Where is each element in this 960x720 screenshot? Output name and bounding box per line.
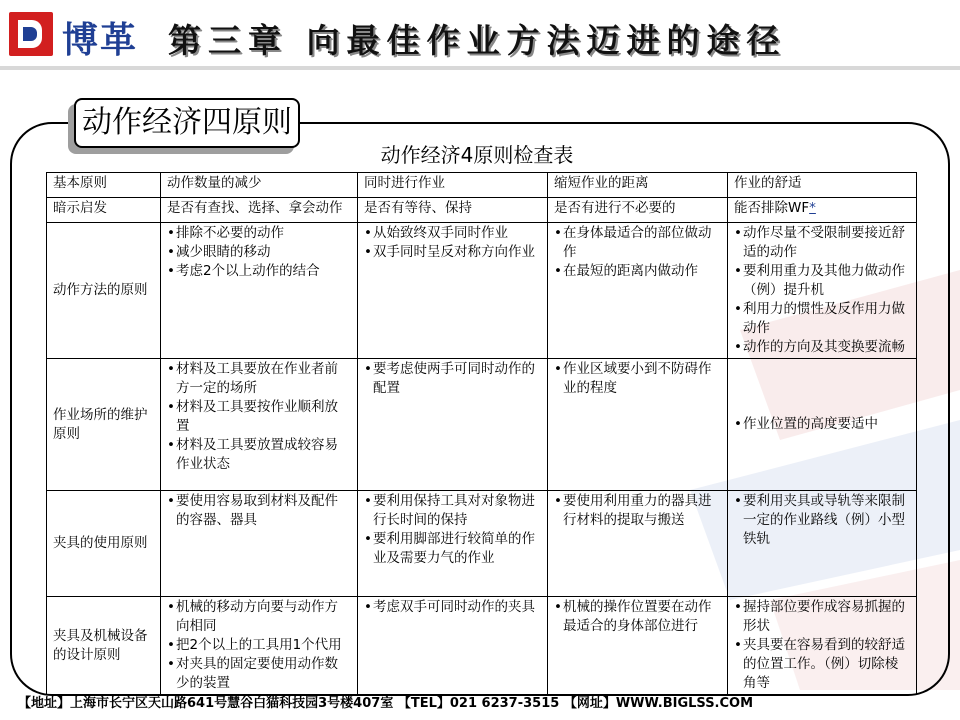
table-cell: 能否排除WF* <box>728 198 917 223</box>
column-header: 作业的舒适 <box>728 173 917 198</box>
list-item: • 动作的方向及其变换要流畅 <box>734 338 910 357</box>
list-item: • 考虑双手可同时动作的夹具 <box>364 598 541 617</box>
table-cell <box>161 223 358 359</box>
row-header: 暗示启发 <box>47 198 161 223</box>
list-item: • 材料及工具要按作业顺利放置 <box>167 398 351 436</box>
list-item: • 要利用重力及其他力做动作（例）提升机 <box>734 262 910 300</box>
table-cell <box>548 223 728 359</box>
list-item: • 双手同时呈反对称方向作业 <box>364 243 541 262</box>
chapter-title: 第三章 向最佳作业方法迈进的途径 <box>168 21 787 60</box>
table-cell <box>161 597 358 695</box>
table-row <box>47 223 917 359</box>
footer-contact: 【地址】上海市长宁区天山路641号慧谷白猫科技园3号楼407室 【TEL】021 6237-3515 【网址】WWW.BIGLSS.COM <box>18 696 754 711</box>
list-item: • 对夹具的固定要使用动作数少的装置 <box>167 655 351 693</box>
row-header: 动作方法的原则 <box>47 223 161 359</box>
table-cell <box>161 491 358 597</box>
list-item: • 动作尽量不受限制要接近舒适的动作 <box>734 224 910 262</box>
list-item: • 要利用脚部进行较简单的作业及需要力气的作业 <box>364 530 541 568</box>
table-cell <box>358 223 548 359</box>
row-header: 夹具的使用原则 <box>47 491 161 597</box>
list-item: • 利用力的惯性及反作用力做动作 <box>734 300 910 338</box>
row-header: 作业场所的维护原则 <box>47 359 161 491</box>
list-item: • 夹具要在容易看到的较舒适的位置工作。（例）切除棱角等 <box>734 636 910 693</box>
table-row <box>47 359 917 491</box>
section-title: 动作经济四原则 <box>74 98 300 148</box>
footnote-link[interactable]: * <box>809 200 816 216</box>
list-item: • 作业位置的高度要适中 <box>734 415 910 434</box>
header-divider <box>0 66 960 70</box>
list-item: • 从始致终双手同时作业 <box>364 224 541 243</box>
list-item: • 握持部位要作成容易抓握的形状 <box>734 598 910 636</box>
list-item: • 减少眼睛的移动 <box>167 243 351 262</box>
table-cell <box>548 597 728 695</box>
table-cell <box>548 359 728 491</box>
row-header: 夹具及机械设备的设计原则 <box>47 597 161 695</box>
table-cell <box>161 359 358 491</box>
list-item: • 要考虑使两手可同时动作的配置 <box>364 360 541 398</box>
checklist-table <box>46 172 917 695</box>
table-cell <box>358 491 548 597</box>
list-item: • 材料及工具要放在作业者前方一定的场所 <box>167 360 351 398</box>
column-header: 动作数量的减少 <box>161 173 358 198</box>
list-item: • 要使用容易取到材料及配件的容器、器具 <box>167 492 351 530</box>
hint-row <box>47 198 917 223</box>
table-cell <box>358 597 548 695</box>
column-header: 同时进行作业 <box>358 173 548 198</box>
list-item: • 机械的移动方向要与动作方向相同 <box>167 598 351 636</box>
list-item: • 机械的操作位置要在动作最适合的身体部位进行 <box>554 598 721 636</box>
list-item: • 在最短的距离内做动作 <box>554 262 721 281</box>
table-cell: 是否有等待、保持 <box>358 198 548 223</box>
table-cell <box>358 359 548 491</box>
table-cell: 是否有进行不必要的 <box>548 198 728 223</box>
list-item: • 在身体最适合的部位做动作 <box>554 224 721 262</box>
list-item: • 考虑2个以上动作的结合 <box>167 262 351 281</box>
table-cell <box>728 491 917 597</box>
table-row <box>47 597 917 695</box>
brand-logo <box>9 12 53 56</box>
table-cell <box>728 223 917 359</box>
table-cell <box>728 597 917 695</box>
list-item: • 排除不必要的动作 <box>167 224 351 243</box>
list-item: • 要利用保持工具对对象物进行长时间的保持 <box>364 492 541 530</box>
list-item: • 作业区域要小到不防碍作业的程度 <box>554 360 721 398</box>
table-row <box>47 491 917 597</box>
column-header: 缩短作业的距离 <box>548 173 728 198</box>
list-item: • 材料及工具要放置成较容易作业状态 <box>167 436 351 474</box>
list-item: • 要使用利用重力的器具进行材料的提取与搬送 <box>554 492 721 530</box>
header-row <box>47 173 917 198</box>
list-item: • 把2个以上的工具用1个代用 <box>167 636 351 655</box>
list-item: • 要利用夹具或导轨等来限制一定的作业路线（例）小型铁轨 <box>734 492 910 549</box>
table-cell <box>548 491 728 597</box>
table-caption: 动作经济4原则检查表 <box>380 143 574 167</box>
column-header: 基本原则 <box>47 173 161 198</box>
table-cell: 是否有查找、选择、拿会动作 <box>161 198 358 223</box>
table-cell <box>728 359 917 491</box>
brand-name: 博革 <box>62 20 139 61</box>
